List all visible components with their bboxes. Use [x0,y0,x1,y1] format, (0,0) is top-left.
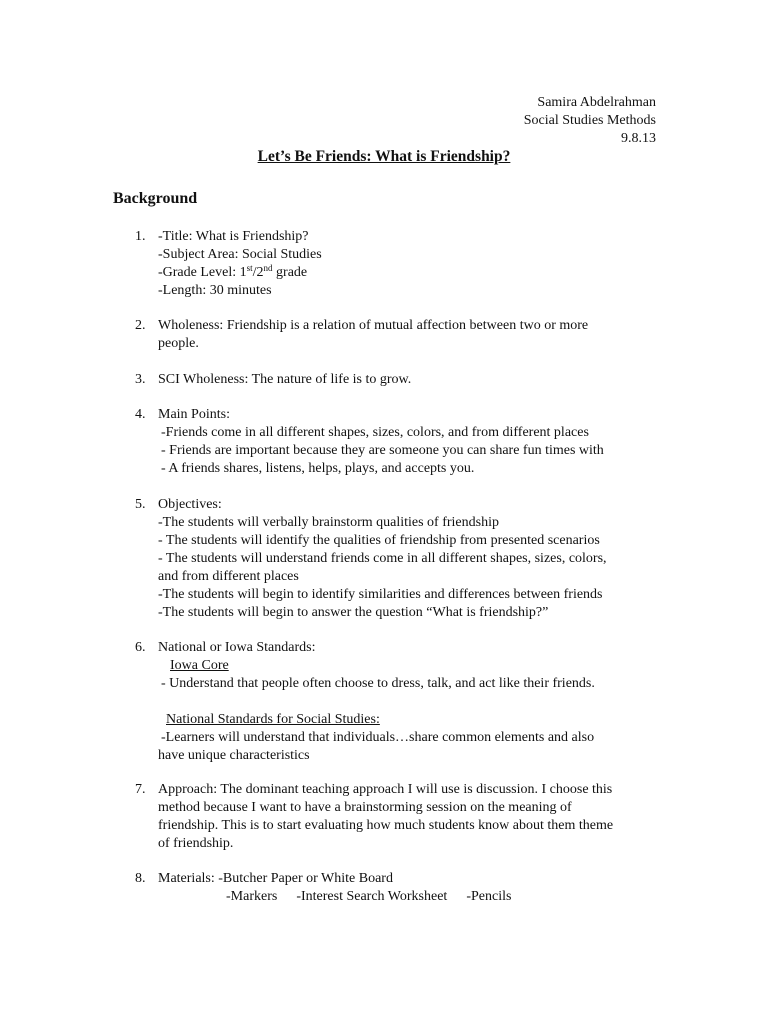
subject-area-line: -Subject Area: Social Studies [158,247,322,262]
objective-line: -The students will begin to identify similarities and differences between friends [158,587,603,602]
item-number: 8. [135,871,146,886]
material-pencils: -Pencils [466,889,512,904]
lesson-title-line: -Title: What is Friendship? [158,229,309,244]
approach-line: friendship. This is to start evaluating how much students know about them theme [158,818,614,833]
list-item-1 [113,228,658,300]
national-standards-heading: National Standards for Social Studies: [166,712,380,727]
main-point: -Friends come in all different shapes, sizes, colors, and from different places [161,425,589,440]
list-item-4 [113,406,658,478]
materials-line-2 [158,888,658,906]
national-standard-line-2: have unique characteristics [158,748,310,763]
objectives-label: Objectives: [158,497,222,512]
objective-line: -The students will verbally brainstorm qualities of friendship [158,515,499,530]
national-standard-line-1: -Learners will understand that individuals…share common elements and also [161,730,595,745]
document-date: 9.8.13 [621,131,656,146]
approach-line: method because I want to have a brainstorming session on the meaning of [158,800,572,815]
sci-wholeness-line: SCI Wholeness: The nature of life is to grow. [158,372,412,387]
wholeness-line-1: Wholeness: Friendship is a relation of mutual affection between two or more [158,318,589,333]
standards-label: National or Iowa Standards: [158,640,316,655]
list-item-5 [113,496,658,622]
material-markers: -Markers [226,889,278,904]
iowa-core-heading: Iowa Core [170,658,229,673]
list-item-3 [113,371,658,389]
item-number: 3. [135,372,146,387]
item-number: 5. [135,497,146,512]
iowa-core-standard: - Understand that people often choose to dress, talk, and act like their friends. [161,676,595,691]
item-number: 7. [135,782,146,797]
list-item-2 [113,317,658,353]
objective-line: -The students will begin to answer the question “What is friendship?” [158,605,549,620]
wholeness-line-2: people. [158,336,199,351]
list-item-8 [113,870,658,906]
main-points-label: Main Points: [158,407,230,422]
item-number: 4. [135,407,146,422]
objective-line: and from different places [158,569,299,584]
spacer [158,693,658,711]
item-number: 2. [135,318,146,333]
item-number: 6. [135,640,146,655]
length-line: -Length: 30 minutes [158,283,272,298]
materials-line-1: Materials: -Butcher Paper or White Board [158,871,393,886]
objective-line: - The students will understand friends come in all different shapes, sizes, colors, [158,551,607,566]
list-item-6 [113,639,658,765]
section-heading-background: Background [113,190,198,207]
author-header [524,94,656,148]
approach-line: Approach: The dominant teaching approach I will use is discussion. I choose this [158,782,613,797]
grade-level-line: -Grade Level: 1st/2nd grade [158,263,308,280]
author-name: Samira Abdelrahman [537,95,656,110]
item-number: 1. [135,229,146,244]
list-item-7 [113,781,658,853]
approach-line: of friendship. [158,836,234,851]
main-point: - Friends are important because they are someone you can share fun times with [161,443,604,458]
course-name: Social Studies Methods [523,113,656,128]
objective-line: - The students will identify the qualities of friendship from presented scenarios [158,533,600,548]
material-worksheet: -Interest Search Worksheet [296,889,448,904]
document-title: Let’s Be Friends: What is Friendship? [257,148,511,165]
main-point: - A friends shares, listens, helps, plays, and accepts you. [161,461,475,476]
